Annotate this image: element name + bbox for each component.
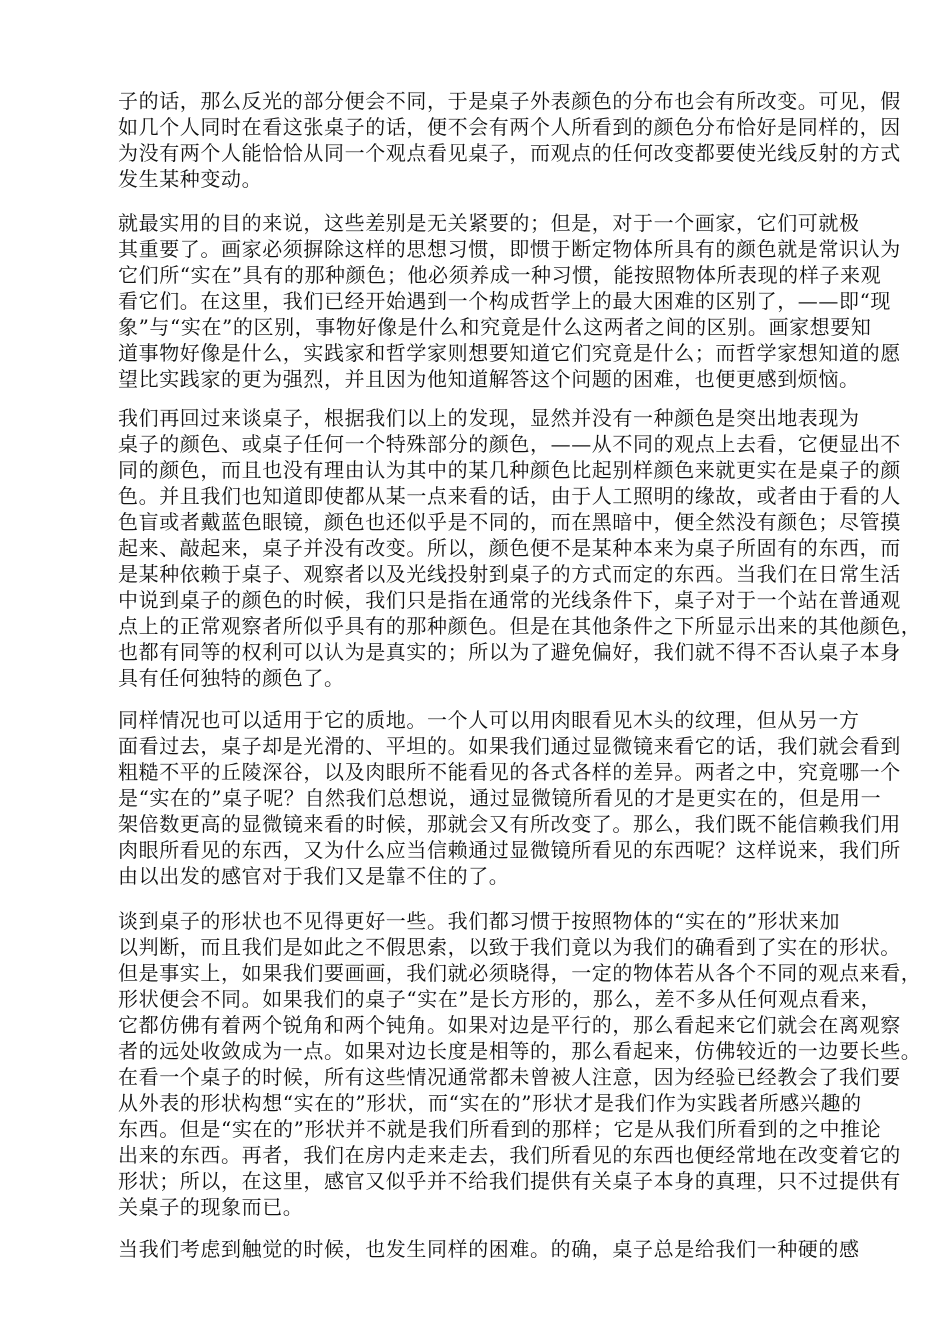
- text-line: 子的话，那么反光的部分便会不同，于是桌子外表颜色的分布也会有所改变。可见，假: [118, 89, 901, 113]
- text-line: 点上的正常观察者所似乎具有的那种颜色。但是在其他条件之下所显示出来的其他颜色，: [118, 614, 922, 638]
- paragraph: [118, 707, 901, 889]
- text-line: 当我们考虑到触觉的时候，也发生同样的困难。的确，桌子总是给我们一种硬的感: [118, 1237, 860, 1261]
- paragraph: [118, 210, 901, 392]
- text-line: 桌子的颜色、或桌子任何一个特殊部分的颜色，——从不同的观点上去看，它便显出不: [118, 432, 901, 456]
- paragraph: [118, 405, 922, 691]
- text-line: 我们再回过来谈桌子，根据我们以上的发现，显然并没有一种颜色是突出地表现为: [118, 406, 860, 430]
- text-line: 为没有两个人能恰恰从同一个观点看见桌子，而观点的任何改变都要使光线反射的方式: [118, 141, 901, 165]
- text-line: 起来、敲起来，桌子并没有改变。所以，颜色便不是某种本来为桌子所固有的东西，而: [118, 536, 901, 560]
- text-line: 它都仿佛有着两个锐角和两个钝角。如果对边是平行的，那么看起来它们就会在离观察: [118, 1013, 901, 1037]
- text-line: 从外表的形状构想“实在的”形状，而“实在的”形状才是我们作为实践者所感兴趣的: [118, 1091, 862, 1115]
- text-line: 形状；所以，在这里，感官又似乎并不给我们提供有关桌子本身的真理，只不过提供有: [118, 1169, 901, 1193]
- text-line: 在看一个桌子的时候，所有这些情况通常都未曾被人注意，因为经验已经教会了我们要: [118, 1065, 901, 1089]
- text-line: 形状便会不同。如果我们的桌子“实在”是长方形的，那么，差不多从任何观点看来，: [118, 987, 882, 1011]
- text-line: 具有任何独特的颜色了。: [118, 666, 345, 690]
- text-line: 关桌子的现象而已。: [118, 1195, 304, 1219]
- text-line: 看它们。在这里，我们已经开始遇到一个构成哲学上的最大困难的区别了，——即“现: [118, 289, 892, 313]
- paragraph: [118, 1236, 858, 1262]
- text-line: 是某种依赖于桌子、观察者以及光线投射到桌子的方式而定的东西。当我们在日常生活: [118, 562, 901, 586]
- text-line: 就最实用的目的来说，这些差别是无关紧要的；但是，对于一个画家，它们可就极: [118, 211, 860, 235]
- text-line: 如几个人同时在看这张桌子的话，便不会有两个人所看到的颜色分布恰好是同样的，因: [118, 115, 901, 139]
- text-line: 肉眼所看见的东西，又为什么应当信赖通过显微镜所看见的东西呢？这样说来，我们所: [118, 838, 901, 862]
- text-line: 由以出发的感官对于我们又是靠不住的了。: [118, 864, 510, 888]
- paragraph: [118, 908, 922, 1220]
- text-line: 望比实践家的更为强烈，并且因为他知道解答这个问题的困难，也便更感到烦恼。: [118, 367, 860, 391]
- text-line: 以判断，而且我们是如此之不假思索，以致于我们竟以为我们的确看到了实在的形状。: [118, 935, 901, 959]
- text-line: 谈到桌子的形状也不见得更好一些。我们都习惯于按照物体的“实在的”形状来加: [118, 909, 841, 933]
- text-line: 同的颜色，而且也没有理由认为其中的某几种颜色比起别样颜色来就更实在是桌子的颜: [118, 458, 901, 482]
- text-line: 中说到桌子的颜色的时候，我们只是指在通常的光线条件下，桌子对于一个站在普通观: [118, 588, 901, 612]
- text-line: 它们所“实在”具有的那种颜色；他必须养成一种习惯，能按照物体所表现的样子来观: [118, 263, 882, 287]
- text-line: 架倍数更高的显微镜来看的时候，那就会又有所改变了。那么，我们既不能信赖我们用: [118, 812, 901, 836]
- text-line: 其重要了。画家必须摒除这样的思想习惯，即惯于断定物体所具有的颜色就是常识认为: [118, 237, 901, 261]
- text-line: 同样情况也可以适用于它的质地。一个人可以用肉眼看见木头的纹理，但从另一方: [118, 708, 860, 732]
- text-line: 面看过去，桌子却是光滑的、平坦的。如果我们通过显微镜来看它的话，我们就会看到: [118, 734, 901, 758]
- text-line: 出来的东西。再者，我们在房内走来走去，我们所看见的东西也便经常地在改变着它的: [118, 1143, 901, 1167]
- text-line: 发生某种变动。: [118, 167, 263, 191]
- text-line: 道事物好像是什么，实践家和哲学家则想要知道它们究竟是什么；而哲学家想知道的愿: [118, 341, 901, 365]
- text-line: 者的远处收敛成为一点。如果对边长度是相等的，那么看起来，仿佛较近的一边要长些。: [118, 1039, 922, 1063]
- text-line: 象”与“实在”的区别，事物好像是什么和究竟是什么这两者之间的区别。画家想要知: [118, 315, 872, 339]
- text-line: 是“实在的”桌子呢？自然我们总想说，通过显微镜所看见的才是更实在的，但是用一: [118, 786, 882, 810]
- text-line: 色盲或者戴蓝色眼镜，颜色也还似乎是不同的，而在黑暗中，便全然没有颜色；尽管摸: [118, 510, 901, 534]
- text-line: 东西。但是“实在的”形状并不就是我们所看到的那样；它是从我们所看到的之中推论: [118, 1117, 882, 1141]
- text-line: 色。并且我们也知道即使都从某一点来看的话，由于人工照明的缘故，或者由于看的人: [118, 484, 901, 508]
- text-line: 粗糙不平的丘陵深谷，以及肉眼所不能看见的各式各样的差异。两者之中，究竟哪一个: [118, 760, 901, 784]
- text-line: 但是事实上，如果我们要画画，我们就必须晓得，一定的物体若从各个不同的观点来看，: [118, 961, 922, 985]
- paragraph: [118, 88, 901, 192]
- text-line: 也都有同等的权利可以认为是真实的；所以为了避免偏好，我们就不得不否认桌子本身: [118, 640, 901, 664]
